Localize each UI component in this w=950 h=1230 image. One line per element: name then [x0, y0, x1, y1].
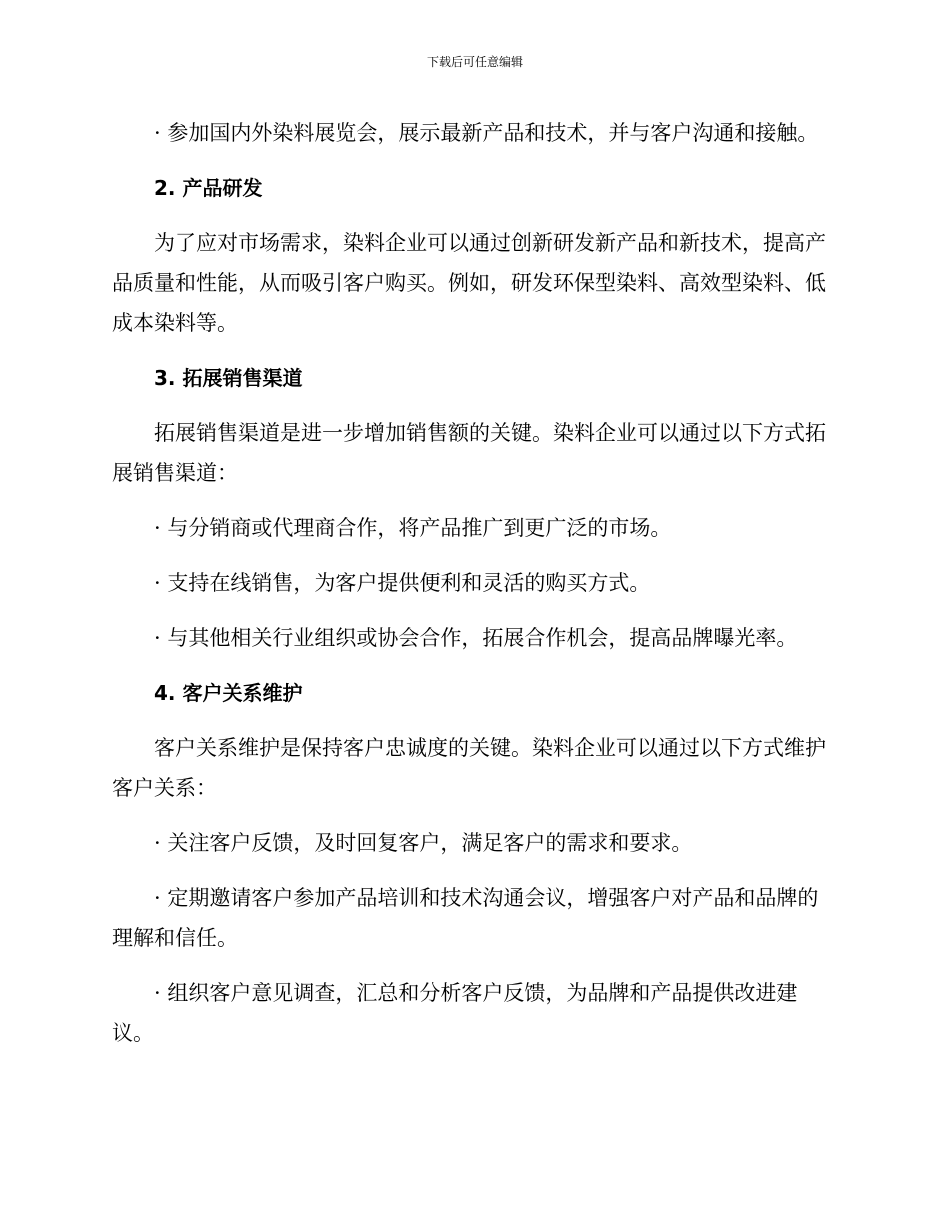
bullet-item: · 组织客户意见调查，汇总和分析客户反馈，为品牌和产品提供改进建议。: [112, 981, 798, 1045]
bullet-item: · 定期邀请客户参加产品培训和技术沟通会议，增强客户对产品和品牌的理解和信任。: [112, 886, 819, 950]
bullet-item: · 关注客户反馈，及时回复客户，满足客户的需求和要求。: [154, 831, 693, 855]
document-body: [112, 113, 832, 1053]
section-heading: 4. 客户关系维护: [154, 681, 303, 705]
bullet-item: · 与分销商或代理商合作，将产品推广到更广泛的市场。: [154, 516, 672, 540]
bullet-item: · 参加国内外染料展览会，展示最新产品和技术，并与客户沟通和接触。: [154, 121, 819, 145]
section-heading: 3. 拓展销售渠道: [154, 366, 303, 390]
paragraph: 为了应对市场需求，染料企业可以通过创新研发新产品和新技术，提高产品质量和性能，从而吸引客户购买。例如，研发环保型染料、高效型染料、低成本染料等。: [112, 231, 826, 335]
paragraph: 客户关系维护是保持客户忠诚度的关键。染料企业可以通过以下方式维护客户关系：: [112, 736, 826, 800]
bullet-item: · 支持在线销售，为客户提供便利和灵活的购买方式。: [154, 571, 651, 595]
paragraph: 拓展销售渠道是进一步增加销售额的关键。染料企业可以通过以下方式拓展销售渠道：: [112, 421, 826, 485]
bullet-item: · 与其他相关行业组织或协会合作，拓展合作机会，提高品牌曝光率。: [154, 626, 798, 650]
section-heading: 2. 产品研发: [154, 176, 263, 200]
page-header: 下载后可任意编辑: [426, 55, 523, 69]
